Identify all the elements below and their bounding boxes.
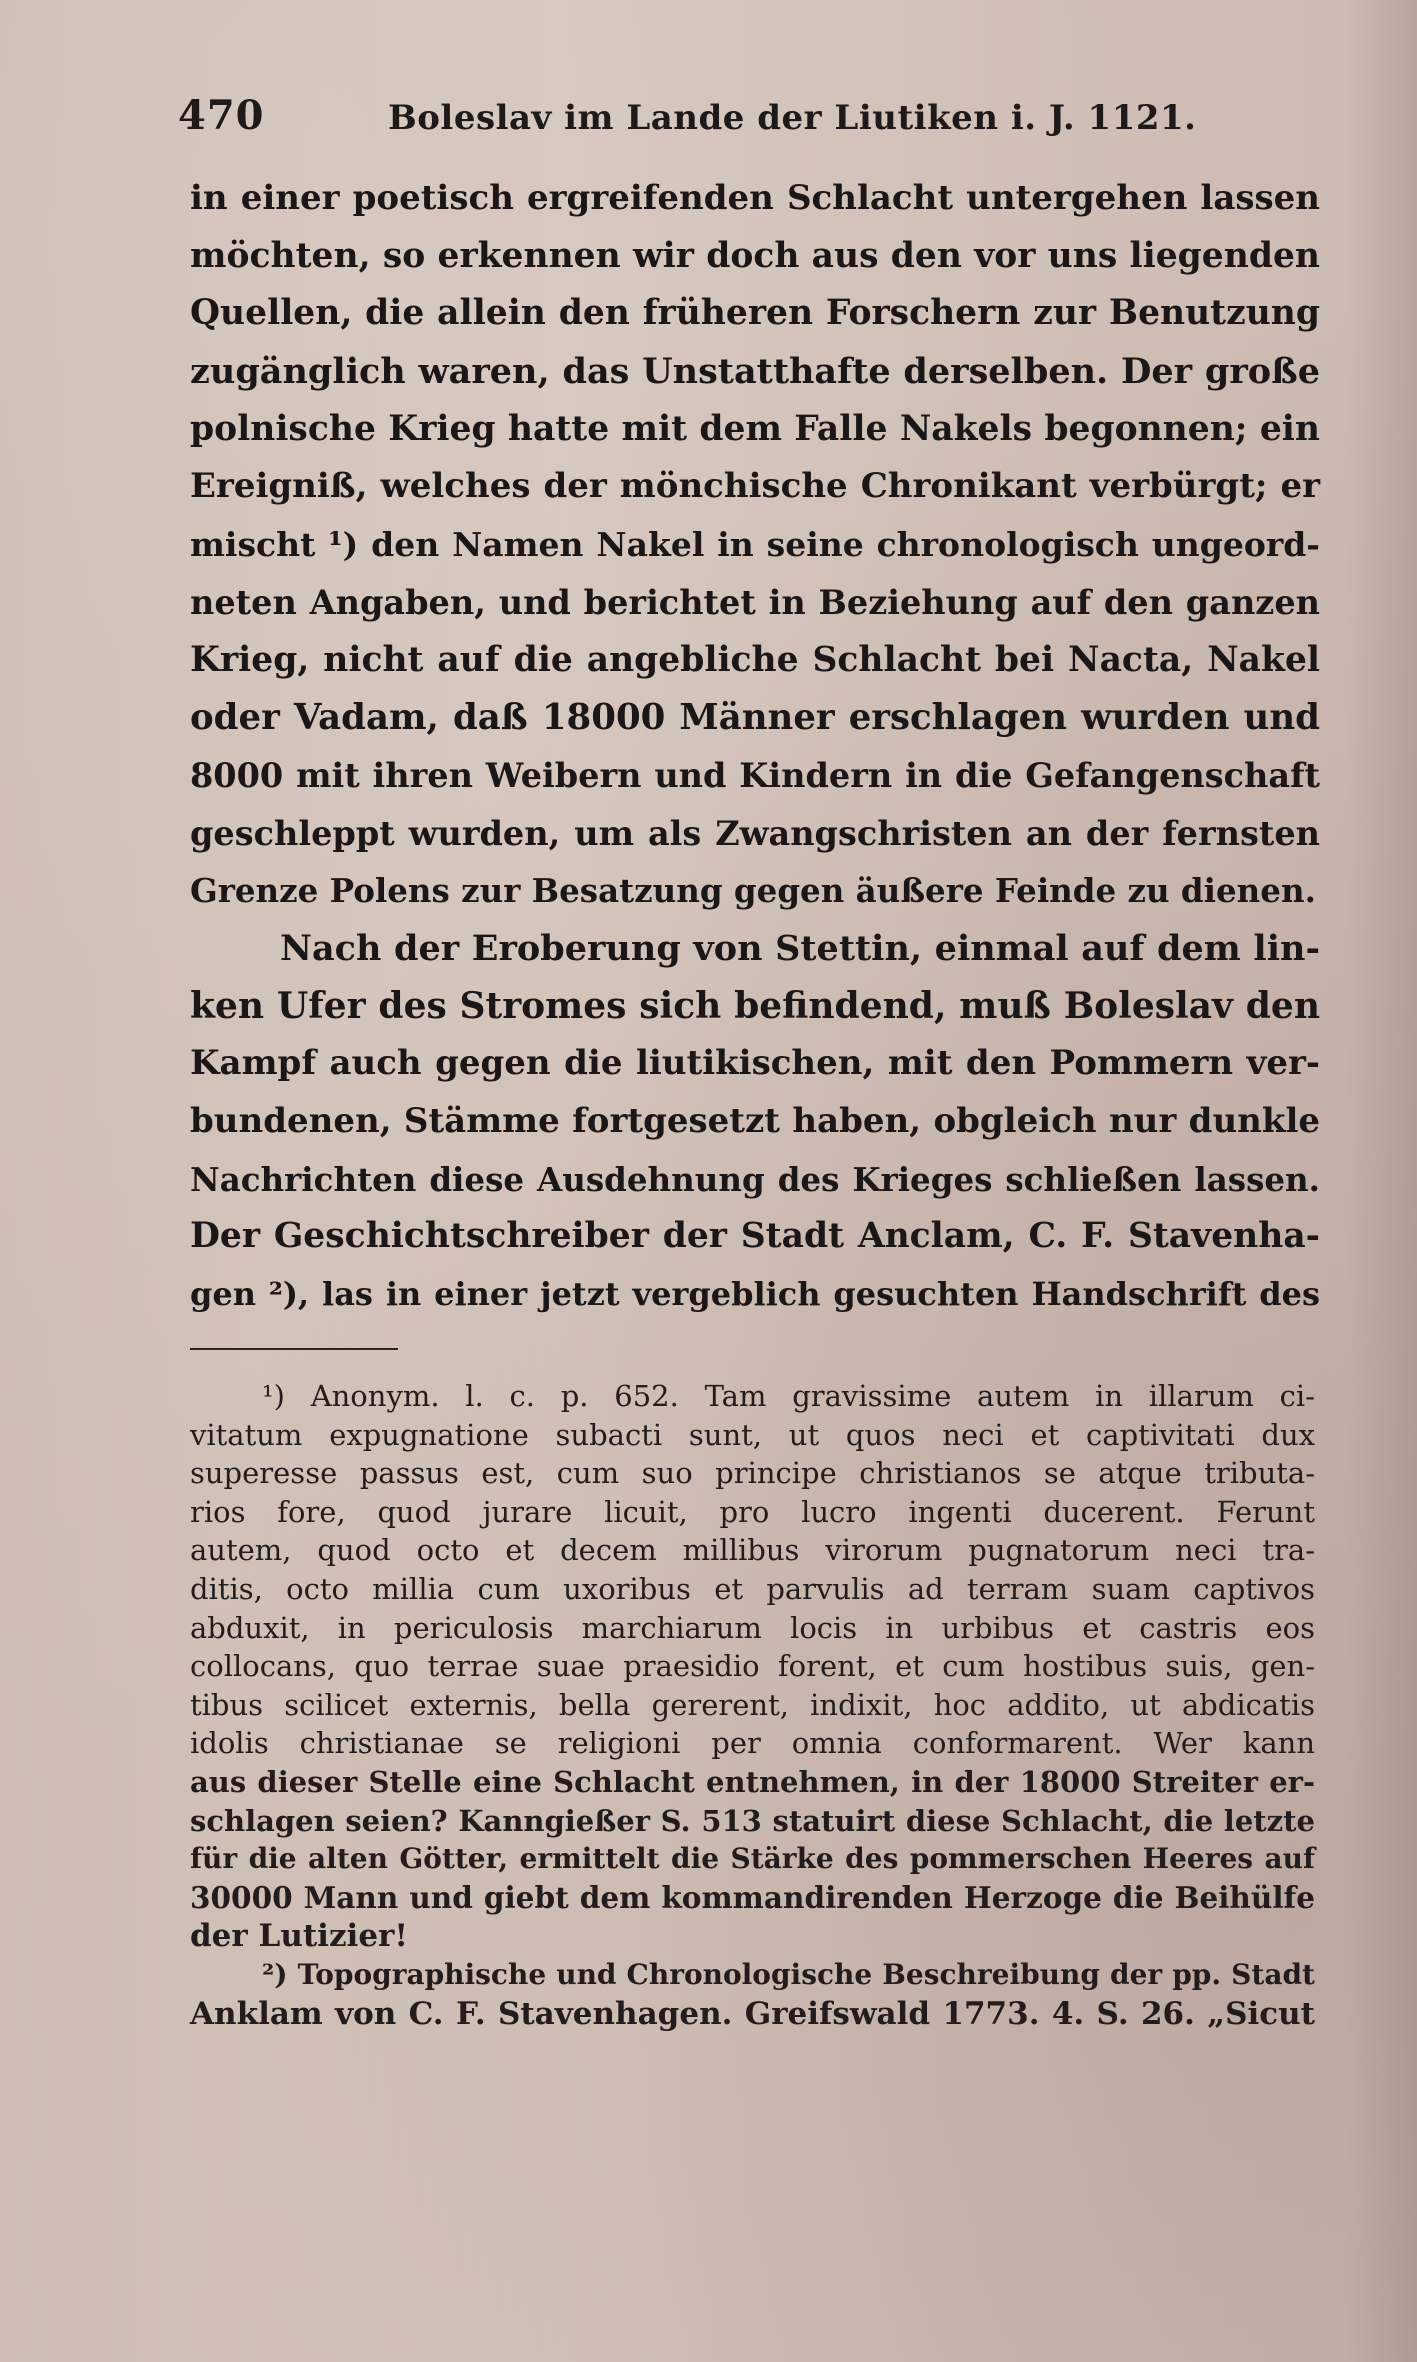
body-line: ken Ufer des Stromes sich befindend, muß Boleslav den bbox=[190, 984, 1320, 1027]
body-line: mischt ¹) den Namen Nakel in seine chronologisch ungeord- bbox=[190, 525, 1320, 565]
body-line: Krieg, nicht auf die angebliche Schlacht bei Nacta, Nakel bbox=[190, 639, 1320, 680]
body-line: oder Vadam, daß 18000 Männer erschlagen wurden und bbox=[190, 697, 1320, 739]
page-header bbox=[178, 92, 1318, 150]
body-line: möchten, so erkennen wir doch aus den vor uns liegenden bbox=[190, 235, 1320, 276]
body-line: Kampf auch gegen die liutikischen, mit den Pommern ver- bbox=[190, 1043, 1320, 1084]
footnote-line: der Lutizier! bbox=[190, 1918, 408, 1955]
footnote-line: rios fore, quod jurare licuit, pro lucro ingenti ducerent. Ferunt bbox=[190, 1494, 1315, 1529]
footnote-line: ²) Topographische und Chronologische Beschreibung der pp. Stadt bbox=[262, 1957, 1315, 1991]
body-line: Nachrichten diese Ausdehnung des Krieges schließen lassen. bbox=[190, 1159, 1320, 1199]
body-line: in einer poetisch ergreifenden Schlacht untergehen lassen bbox=[190, 178, 1320, 218]
footnote-line: superesse passus est, cum suo principe christianos se atque tributa- bbox=[190, 1456, 1315, 1491]
body-line: polnische Krieg hatte mit dem Falle Nakels begonnen; ein bbox=[190, 408, 1320, 449]
footnote-line: aus dieser Stelle eine Schlacht entnehmen, in der 18000 Streiter er- bbox=[190, 1764, 1315, 1799]
footnote-line: collocans, quo terrae suae praesidio forent, et cum hostibus suis, gen- bbox=[190, 1649, 1315, 1684]
body-line: geschleppt wurden, um als Zwangschristen an der fernsten bbox=[190, 813, 1320, 853]
body-line: 8000 mit ihren Weibern und Kindern in die Gefangenschaft bbox=[190, 755, 1320, 795]
body-line: zugänglich waren, das Unstatthafte derselben. Der große bbox=[190, 351, 1320, 393]
body-line: bundenen, Stämme fortgesetzt haben, obgleich nur dunkle bbox=[190, 1101, 1320, 1141]
body-line: neten Angaben, und berichtet in Beziehung auf den ganzen bbox=[190, 582, 1320, 622]
body-line: Der Geschichtschreiber der Stadt Anclam, C. F. Stavenha- bbox=[190, 1216, 1320, 1257]
page-number: 470 bbox=[178, 92, 265, 139]
footnote-line: schlagen seien? Kanngießer S. 513 statuirt diese Schlacht, die letzte bbox=[190, 1803, 1315, 1838]
running-head: Boleslav im Lande der Liutiken i. J. 1121. bbox=[388, 98, 1197, 138]
body-line: Grenze Polens zur Besatzung gegen äußere Feinde zu dienen. bbox=[190, 871, 1316, 911]
footnote-line: vitatum expugnatione subacti sunt, ut quos neci et captivitati dux bbox=[190, 1417, 1315, 1452]
footnotes bbox=[190, 1377, 1315, 2033]
footnote-line: tibus scilicet externis, bella gererent, indixit, hoc addito, ut abdicatis bbox=[190, 1687, 1315, 1722]
footnote-line: für die alten Götter, ermittelt die Stärke des pommerschen Heeres auf bbox=[190, 1842, 1315, 1876]
footnote-line: ¹) Anonym. l. c. p. 652. Tam gravissime autem in illarum ci- bbox=[262, 1379, 1315, 1413]
footnote-line: autem, quod octo et decem millibus virorum pugnatorum neci tra- bbox=[190, 1533, 1315, 1568]
footnote-line: idolis christianae se religioni per omnia conformarent. Wer kann bbox=[190, 1726, 1315, 1761]
body-line: Quellen, die allein den früheren Forschern zur Benutzung bbox=[190, 293, 1320, 334]
footnote-line: abduxit, in periculosis marchiarum locis in urbibus et castris eos bbox=[190, 1610, 1315, 1645]
body-line: Nach der Eroberung von Stettin, einmal auf dem lin- bbox=[280, 927, 1320, 969]
footnote-divider bbox=[190, 1348, 398, 1350]
body-line: gen ²), las in einer jetzt vergeblich gesuchten Handschrift des bbox=[190, 1275, 1320, 1314]
footnote-line: ditis, octo millia cum uxoribus et parvulis ad terram suam captivos bbox=[190, 1571, 1315, 1606]
footnote-line: Anklam von C. F. Stavenhagen. Greifswald 1773. 4. S. 26. „Sicut bbox=[190, 1995, 1315, 2032]
footnote-line: 30000 Mann und giebt dem kommandirenden Herzoge die Beihülfe bbox=[190, 1879, 1315, 1915]
body-line: Ereigniß, welches der mönchische Chronikant verbürgt; er bbox=[190, 466, 1320, 507]
main-text bbox=[190, 170, 1320, 1324]
